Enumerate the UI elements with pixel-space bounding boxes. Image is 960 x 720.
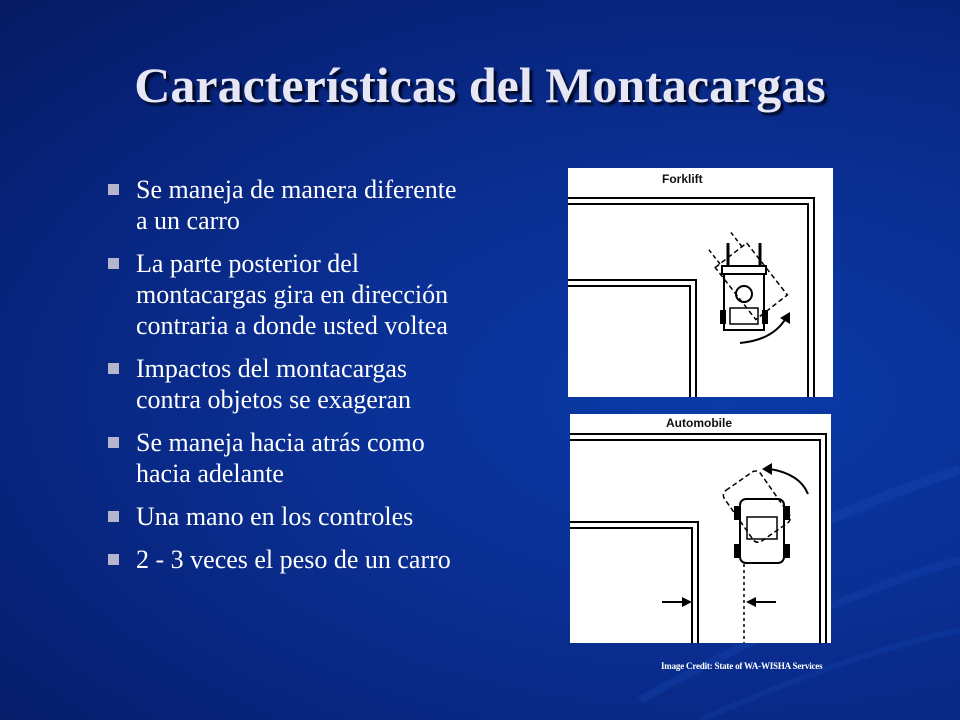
automobile-turn-icon [570,414,831,643]
bullet-square-icon [108,554,119,565]
bullet-item: Se maneja de manera diferente a un carro [105,174,465,236]
bullet-square-icon [108,363,119,374]
bullet-item: Impactos del montacargas contra objetos se exageran [105,353,465,415]
bullet-item: Se maneja hacia atrás como hacia adelante [105,427,465,489]
bullet-square-icon [108,258,119,269]
forklift-turn-icon [568,168,833,397]
automobile-label: Automobile [666,416,732,430]
bullet-item: 2 - 3 veces el peso de un carro [105,544,465,575]
bullet-item: La parte posterior del montacargas gira en dirección contraria a donde usted voltea [105,248,465,341]
bullet-list [105,174,465,587]
bullet-square-icon [108,184,119,195]
bullet-item: Una mano en los controles [105,501,465,532]
forklift-label: Forklift [662,172,703,186]
slide-title: Características del Montacargas [134,57,826,113]
automobile-diagram [570,414,831,643]
image-credit: Image Credit: State of WA-WISHA Services [661,661,823,671]
bullet-square-icon [108,511,119,522]
forklift-diagram [568,168,833,397]
bullet-square-icon [108,437,119,448]
